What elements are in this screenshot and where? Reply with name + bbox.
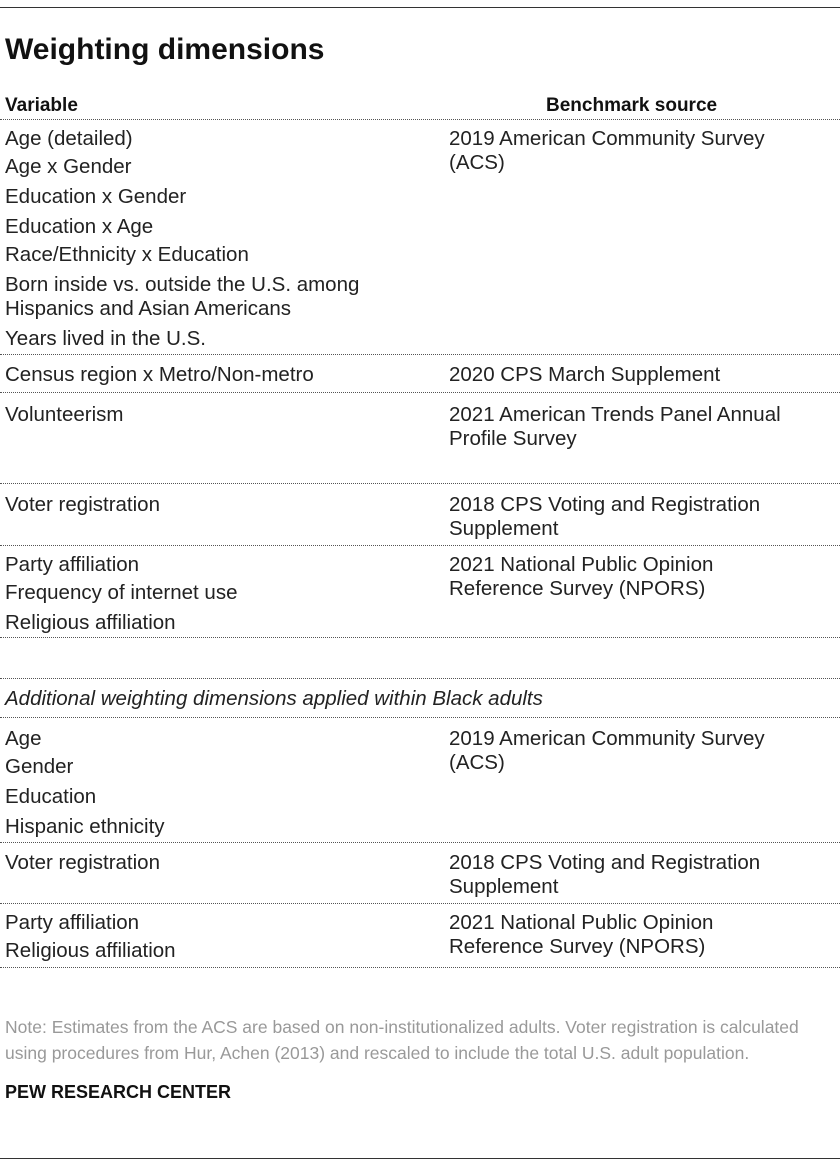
benchmark-source-cell: Supplement [449, 517, 559, 540]
row-divider [0, 903, 840, 904]
section-divider [0, 717, 840, 718]
variable-cell: Voter registration [5, 493, 160, 516]
row-divider [0, 392, 840, 393]
variable-cell: Party affiliation [5, 553, 140, 576]
benchmark-source-cell: Profile Survey [449, 427, 577, 450]
row-divider [0, 637, 840, 638]
variable-cell: Volunteerism [5, 403, 124, 426]
row-divider [0, 354, 840, 355]
row-divider [0, 967, 840, 968]
benchmark-source-cell: (ACS) [449, 151, 505, 174]
variable-cell: Education x Age [5, 215, 154, 238]
variable-cell: Census region x Metro/Non-metro [5, 363, 314, 386]
variable-cell: Education [5, 785, 97, 808]
bottom-border [0, 1158, 840, 1159]
section-label: Additional weighting dimensions applied within Black adults [5, 687, 543, 710]
variable-cell: Religious affiliation [5, 611, 176, 634]
variable-cell: Race/Ethnicity x Education [5, 243, 249, 266]
section-divider [0, 678, 840, 679]
variable-cell: Hispanics and Asian Americans [5, 297, 292, 320]
variable-cell: Age x Gender [5, 155, 132, 178]
benchmark-source-cell: 2021 National Public Opinion [449, 553, 714, 576]
benchmark-source-cell: 2019 American Community Survey [449, 727, 765, 750]
variable-cell: Gender [5, 755, 74, 778]
top-border [0, 7, 840, 8]
benchmark-source-cell: (ACS) [449, 751, 505, 774]
variable-cell: Voter registration [5, 851, 160, 874]
variable-cell: Hispanic ethnicity [5, 815, 165, 838]
row-divider [0, 483, 840, 484]
page-title: Weighting dimensions [5, 33, 325, 66]
benchmark-source-cell: 2018 CPS Voting and Registration [449, 493, 761, 516]
benchmark-source-cell: 2019 American Community Survey [449, 127, 765, 150]
header-divider [0, 119, 840, 120]
benchmark-source-cell: 2018 CPS Voting and Registration [449, 851, 761, 874]
header-benchmark-source: Benchmark source [546, 95, 718, 116]
header-variable: Variable [5, 95, 78, 116]
variable-cell: Born inside vs. outside the U.S. among [5, 273, 360, 296]
benchmark-source-cell: Reference Survey (NPORS) [449, 935, 706, 958]
variable-cell: Years lived in the U.S. [5, 327, 206, 350]
benchmark-source-cell: Supplement [449, 875, 559, 898]
variable-cell: Frequency of internet use [5, 581, 238, 604]
row-divider [0, 842, 840, 843]
benchmark-source-cell: Reference Survey (NPORS) [449, 577, 706, 600]
variable-cell: Age (detailed) [5, 127, 133, 150]
row-divider [0, 545, 840, 546]
benchmark-source-cell: 2021 American Trends Panel Annual [449, 403, 781, 426]
variable-cell: Education x Gender [5, 185, 187, 208]
variable-cell: Party affiliation [5, 911, 140, 934]
benchmark-source-cell: 2021 National Public Opinion [449, 911, 714, 934]
benchmark-source-cell: 2020 CPS March Supplement [449, 363, 721, 386]
variable-cell: Age [5, 727, 42, 750]
source-label: PEW RESEARCH CENTER [5, 1082, 232, 1102]
variable-cell: Religious affiliation [5, 939, 176, 962]
note-text: Note: Estimates from the ACS are based on non-institutionalized adults. Voter registration is calculated using procedures from Hur, Achen (2013) and rescaled to include the total U.S. adult population. [5, 1017, 799, 1063]
